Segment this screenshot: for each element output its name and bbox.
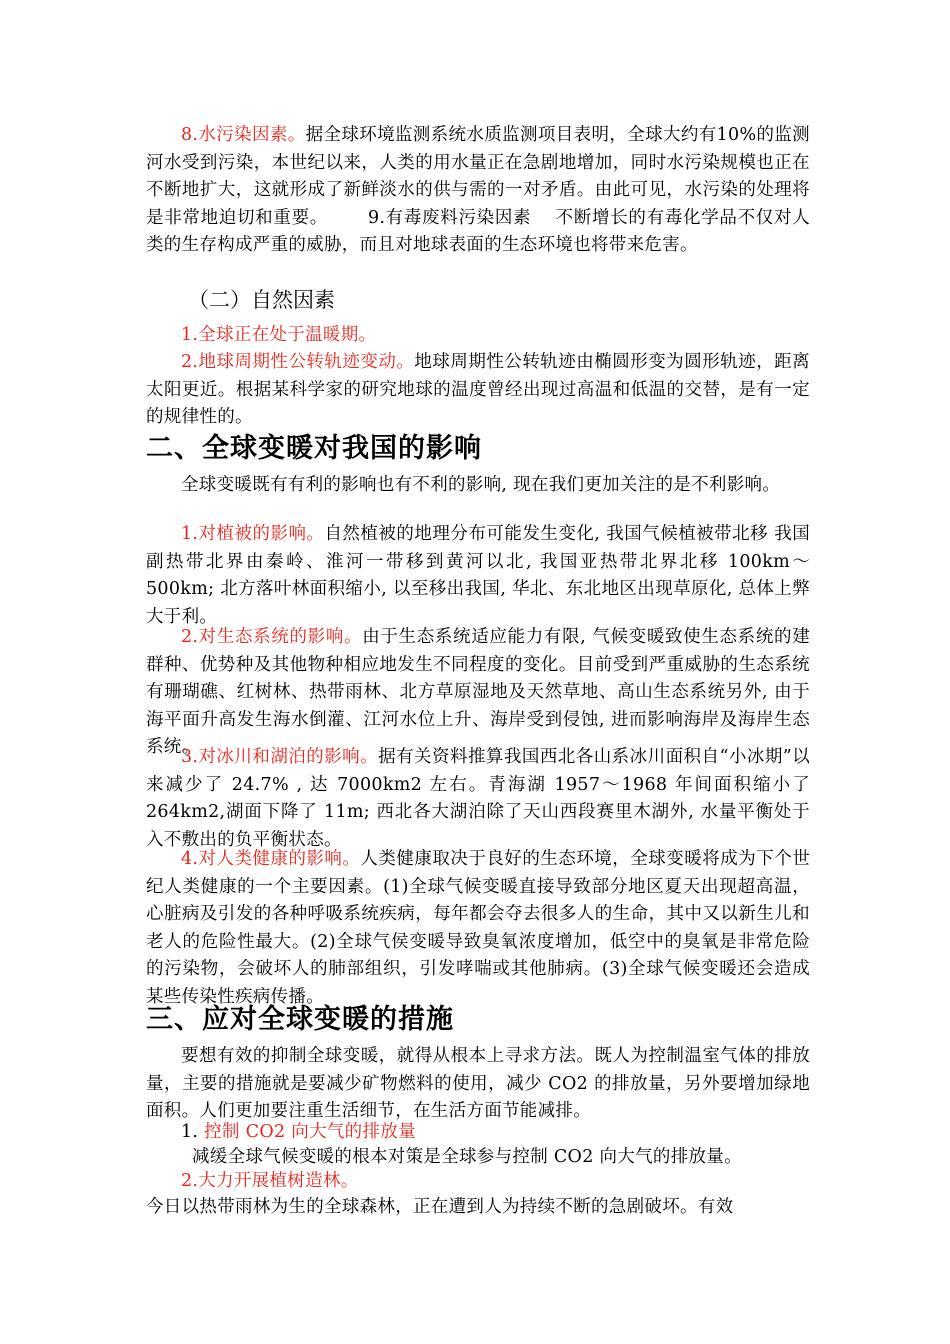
item-label-vegetation: 1.对植被的影响。: [181, 524, 325, 544]
item-label-health: 4.对人类健康的影响。: [181, 849, 361, 869]
paragraph-text: 自然植被的地理分布可能发生变化, 我国气候植被带北移 我国副热带北界由秦岭、淮河一带移到黄河以北, 我国亚热带北界北移 100km～500km; 北方落叶林面积缩小, 以至移出我国, 华北、东北地区出现草原化, 总体上弊大于利。: [146, 524, 810, 627]
paragraph-natural-1: [146, 322, 810, 350]
paragraph-measure-2-title: [146, 1168, 810, 1196]
item-label-control-co2: 控制 CO2 向大气的排放量: [204, 1122, 416, 1142]
paragraph-text: 人类健康取决于良好的生态环境，全球变暖将成为下个世纪人类健康的一个主要因素。(1)全球气候变暖直接导致部分地区夏天出现超高温，心脏病及引发的各种呼吸系统疾病，每年都会夺去很多人的生命，其中又以新生儿和老人的危险性最大。(2)全球气侯变暖导致臭氧浓度增加，低空中的臭氧是非常危险的污染物，会破坏人的肺部组织，引发哮喘或其他肺病。(3)全球气候变暖还会造成某些传染性疾病传播。: [146, 849, 811, 1007]
item-number: 1.: [181, 1122, 199, 1142]
paragraph-ecosystem: [146, 624, 810, 762]
paragraph-measure-2-body: 今日以热带雨林为生的全球森林，正在遭到人为持续不断的急剧破坏。有效: [146, 1197, 734, 1217]
section-heading-china-impact: 二、全球变暖对我国的影响: [146, 433, 482, 464]
paragraph-water-pollution: [146, 122, 810, 260]
item-label-warm-period: 1.全球正在处于温暖期。: [181, 325, 377, 345]
item-label-glacier: 3.对冰川和湖泊的影响。: [181, 747, 379, 767]
paragraph-measure-1-body: 减缓全球气候变暖的根本对策是全球参与控制 CO2 向大气的排放量。: [192, 1147, 742, 1167]
section-heading-measures: 三、应对全球变暖的措施: [146, 1004, 454, 1035]
paragraph-measures-intro: 要想有效的抑制全球变暖，就得从根本上寻求方法。既人为控制温室气体的排放量，主要的措施就是要减少矿物燃料的使用，减少 CO2 的排放量，另外要增加绿地面积。人们更加要注重生活细节，在生活方面节能减排。: [146, 1046, 810, 1121]
item-label-water-pollution: 8.水污染因素。: [181, 125, 306, 145]
item-label-orbit: 2.地球周期性公转轨迹变动。: [181, 352, 415, 372]
item-label-afforestation: 2.大力开展植树造林。: [181, 1171, 359, 1191]
paragraph-text: 据有关资料推算我国西北各山系冰川面积自“小冰期”以来减少了 24.7% , 达 7000km2 左右。青海湖 1957～1968 年间面积缩小了 264km2,湖面下降了 11m; 西北各大湖泊除了天山西段赛里木湖外, 水量平衡处于入不敷出的负平衡状态。: [146, 747, 810, 850]
subsection-heading-natural: （二）自然因素: [188, 288, 335, 312]
paragraph-text: 由于生态系统适应能力有限, 气候变暖致使生态系统的建群种、优势种及其他物种相应地发生不同程度的变化。目前受到严重威胁的生态系统有珊瑚礁、红树林、热带雨林、北方草原湿地及天然草地、高山生态系统另外, 由于海平面升高发生海水倒灌、江河水位上升、海岸受到侵蚀, 进而影响海岸及海岸生态系统。: [146, 627, 810, 757]
item-label-toxic-waste: 9.有毒废料污染因素: [367, 207, 532, 228]
item-label-ecosystem: 2.对生态系统的影响。: [181, 627, 363, 647]
paragraph-glacier-lake: [146, 744, 810, 854]
paragraph-measure-1-title: [146, 1119, 810, 1147]
paragraph-health: [146, 846, 810, 1011]
paragraph-text: 地球周期性公转轨迹由椭圆形变为圆形轨迹，距离太阳更近。根据某科学家的研究地球的温度曾经出现过高温和低温的交替，是有一定的规律性的。: [146, 352, 810, 427]
paragraph-impact-intro: 全球变暖既有有利的影响也有不利的影响, 现在我们更加关注的是不利影响。: [181, 475, 781, 495]
paragraph-text: 不断增长的有毒化学品不仅对人类的生存构成严重的威胁，而且对地球表面的生态环境也将带来危害。: [146, 207, 811, 255]
paragraph-text: 据全球环境监测系统水质监测项目表明，全球大约有10%的监测河水受到污染，本世纪以来，人类的用水量正在急剧地增加，同时水污染规模也正在不断地扩大，这就形成了新鲜淡水的供与需的一对矛盾。由此可见，水污染的处理将是非常地迫切和重要。: [146, 125, 810, 228]
paragraph-vegetation: [146, 521, 810, 631]
paragraph-natural-2: [146, 349, 810, 432]
